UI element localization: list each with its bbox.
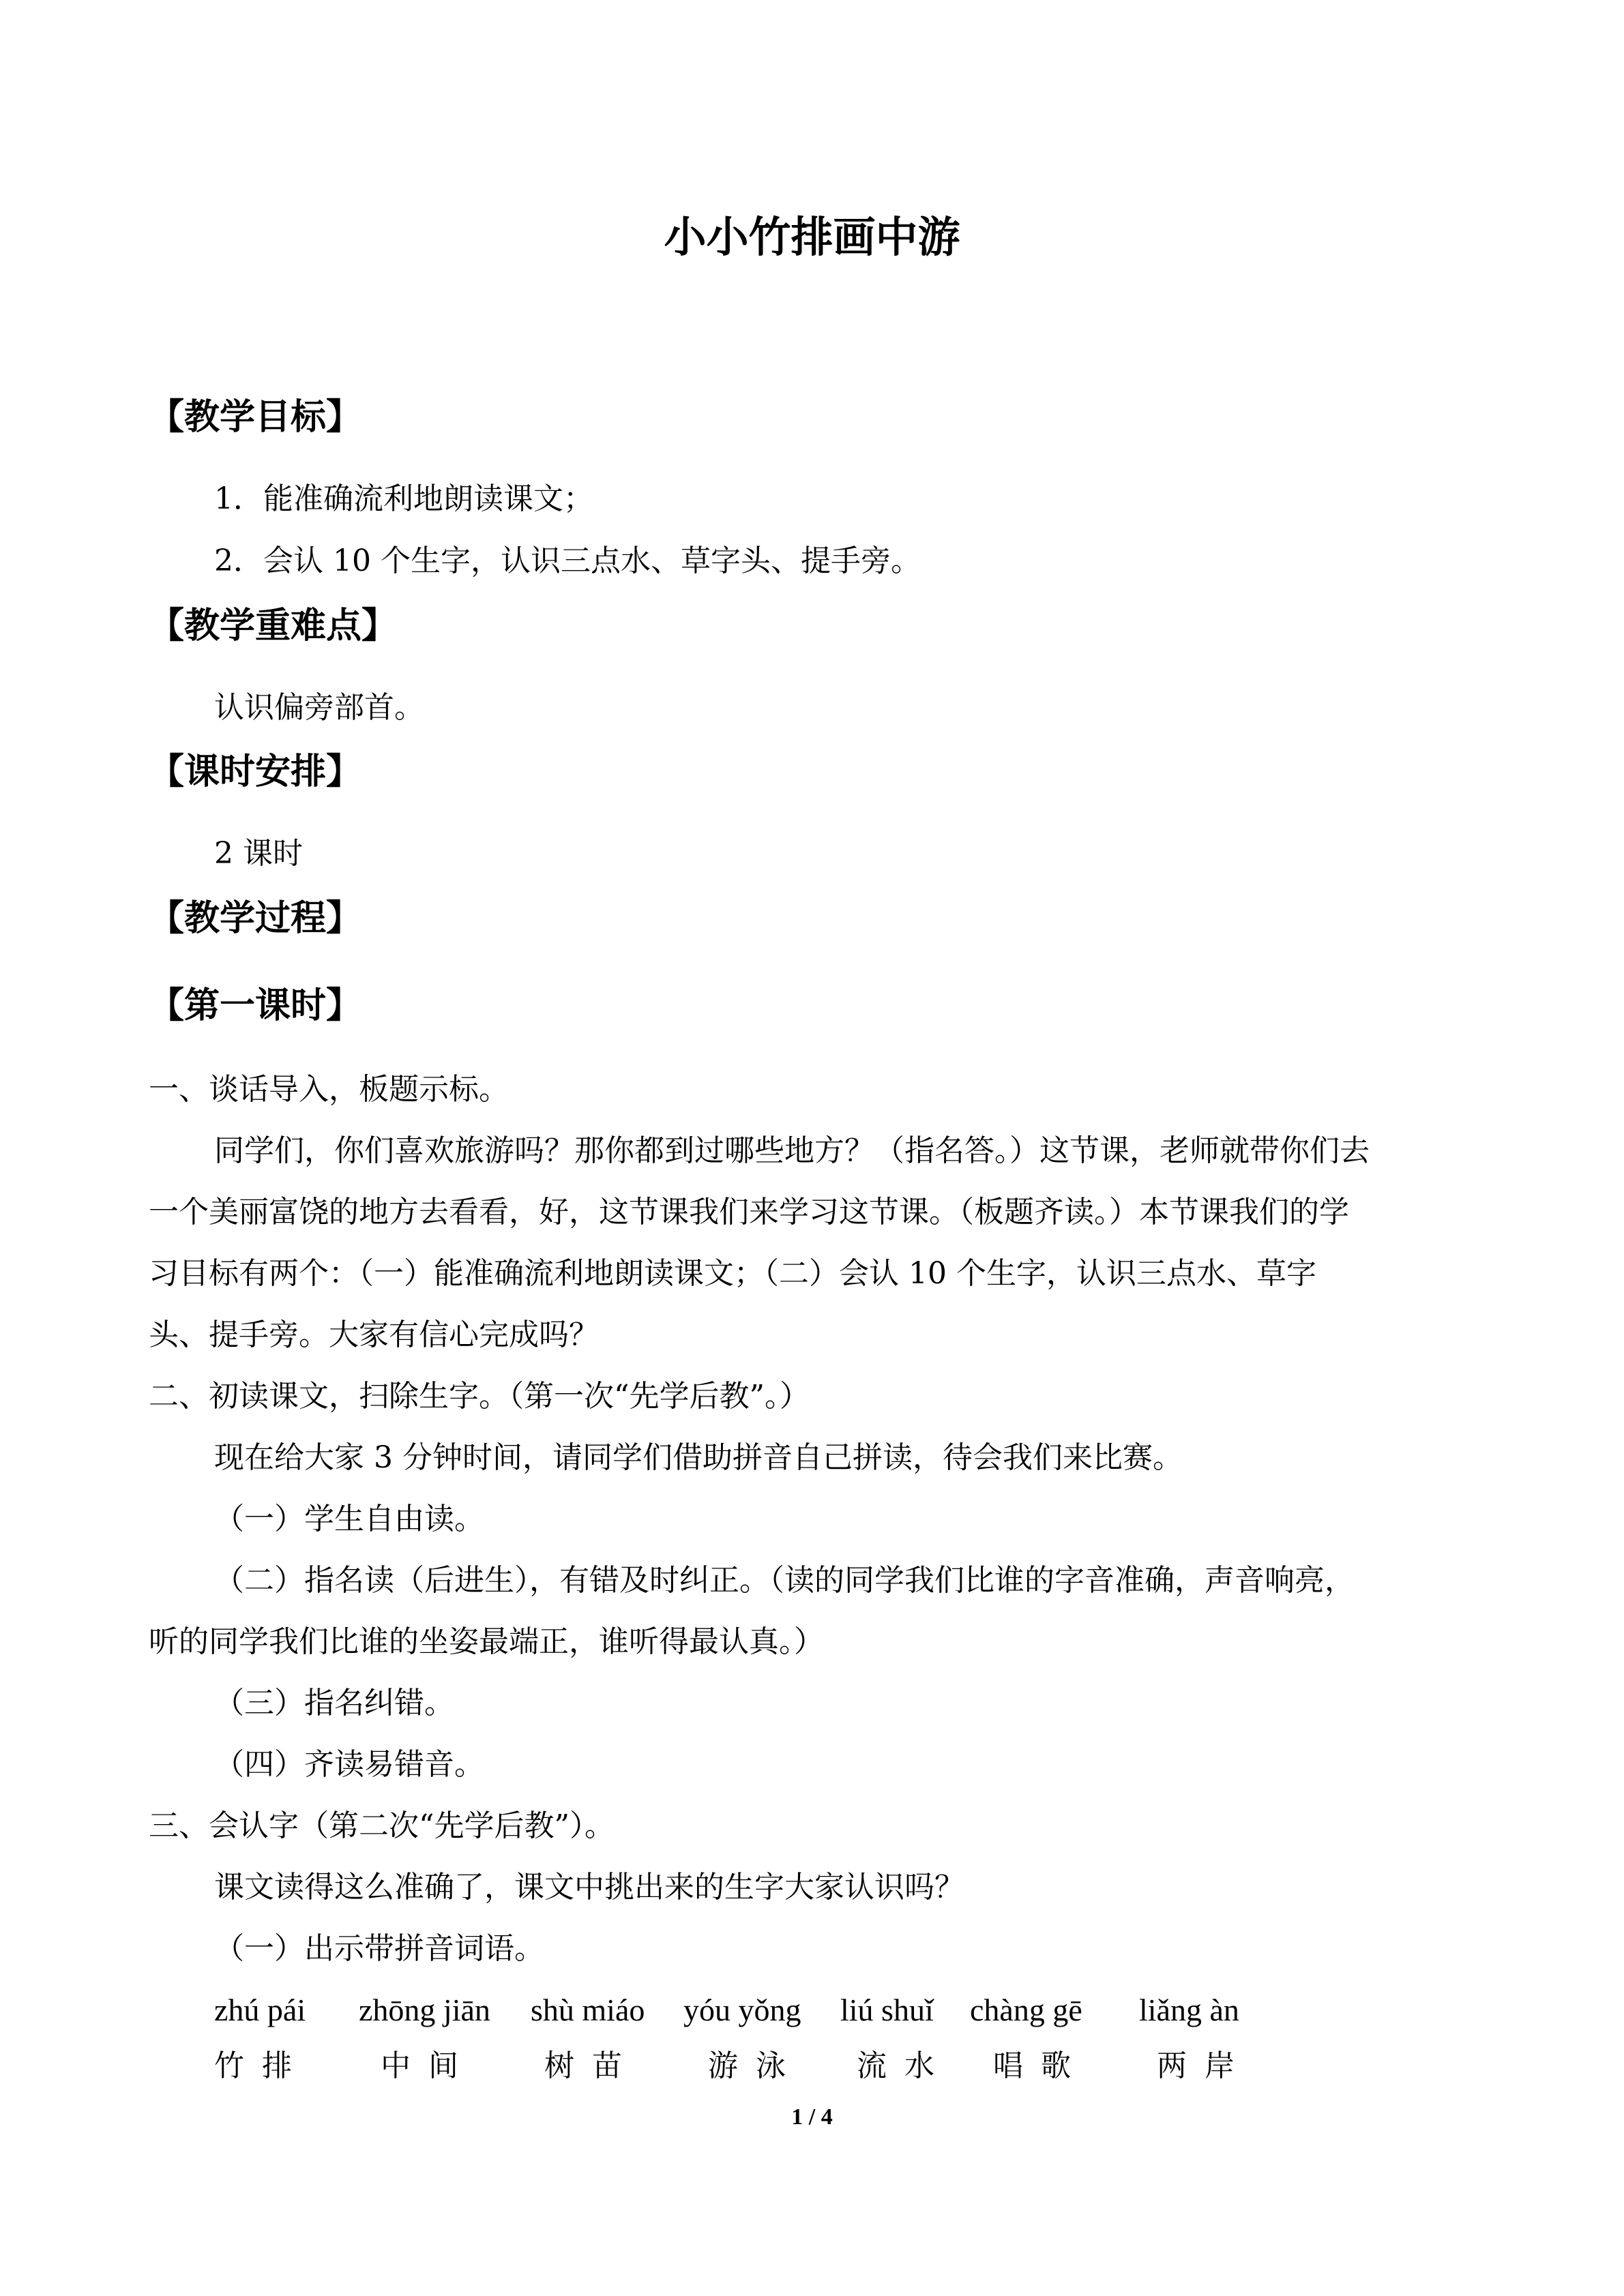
vocab-hanzi: 竹排 bbox=[214, 2048, 310, 2083]
heading-key-points: 【教学重难点】 bbox=[149, 606, 398, 646]
vocab-pinyin: chàng gē bbox=[970, 1993, 1082, 2027]
heading-teaching-process: 【教学过程】 bbox=[149, 898, 362, 939]
vocab-pinyin: yóu yǒng bbox=[683, 1993, 801, 2027]
body-line: （一）出示带拼音词语。 bbox=[214, 1931, 544, 1966]
key-points-text: 认识偏旁部首。 bbox=[214, 690, 424, 725]
vocab-hanzi: 树苗 bbox=[544, 2048, 640, 2083]
body-line: 一、谈话导入，板题示标。 bbox=[149, 1072, 509, 1107]
body-line: 一个美丽富饶的地方去看看，好，这节课我们来学习这节课。（板题齐读。）本节课我们的学 bbox=[149, 1195, 1349, 1229]
vocab-pinyin: shù miáo bbox=[531, 1993, 645, 2027]
page-number: 1 / 4 bbox=[791, 2104, 833, 2130]
vocab-pinyin: liú shuǐ bbox=[840, 1993, 934, 2027]
body-line: （二）指名读（后进生），有错及时纠正。（读的同学我们比谁的字音准确，声音响亮， bbox=[214, 1563, 1355, 1598]
pinyin-row bbox=[0, 1990, 1624, 2031]
vocab-hanzi: 唱歌 bbox=[993, 2048, 1089, 2083]
heading-teaching-objectives: 【教学目标】 bbox=[149, 397, 362, 438]
body-line: 听的同学我们比谁的坐姿最端正，谁听得最认真。） bbox=[149, 1624, 824, 1659]
body-line: 头、提手旁。大家有信心完成吗？ bbox=[149, 1317, 599, 1352]
objective-item-1: 1．能准确流利地朗读课文； bbox=[214, 481, 593, 516]
vocab-hanzi: 两岸 bbox=[1157, 2048, 1252, 2083]
body-line: 课文读得这么准确了，课文中挑出来的生字大家认识吗？ bbox=[214, 1870, 964, 1905]
vocab-pinyin: zhōng jiān bbox=[359, 1993, 490, 2027]
vocab-hanzi: 游泳 bbox=[708, 2048, 803, 2083]
vocab-hanzi: 中间 bbox=[381, 2048, 476, 2083]
body-line: 同学们，你们喜欢旅游吗？那你都到过哪些地方？（指名答。）这节课，老师就带你们去 bbox=[214, 1133, 1370, 1168]
vocab-hanzi: 流水 bbox=[857, 2048, 952, 2083]
objective-item-2: 2．会认 10 个生字，认识三点水、草字头、提手旁。 bbox=[214, 543, 921, 578]
body-line: 三、会认字（第二次“先学后教”）。 bbox=[149, 1808, 615, 1843]
body-line: 习目标有两个：（一）能准确流利地朗读课文；（二）会认 10 个生字，认识三点水、草字 bbox=[149, 1256, 1316, 1291]
vocab-pinyin: zhú pái bbox=[214, 1993, 306, 2027]
body-line: 现在给大家 3 分钟时间，请同学们借助拼音自己拼读，待会我们来比赛。 bbox=[214, 1440, 1183, 1475]
schedule-text: 2 课时 bbox=[214, 836, 303, 871]
heading-lesson-one: 【第一课时】 bbox=[149, 985, 362, 1026]
hanzi-row bbox=[0, 2046, 1624, 2087]
document-title: 小小竹排画中游 bbox=[664, 212, 960, 262]
body-line: 二、初读课文，扫除生字。（第一次“先学后教”。） bbox=[149, 1379, 810, 1414]
body-line: （三）指名纠错。 bbox=[214, 1686, 454, 1720]
body-line: （四）齐读易错音。 bbox=[214, 1747, 484, 1782]
body-line: （一）学生自由读。 bbox=[214, 1502, 484, 1536]
heading-schedule: 【课时安排】 bbox=[149, 751, 362, 792]
vocab-pinyin: liǎng àn bbox=[1139, 1993, 1239, 2027]
